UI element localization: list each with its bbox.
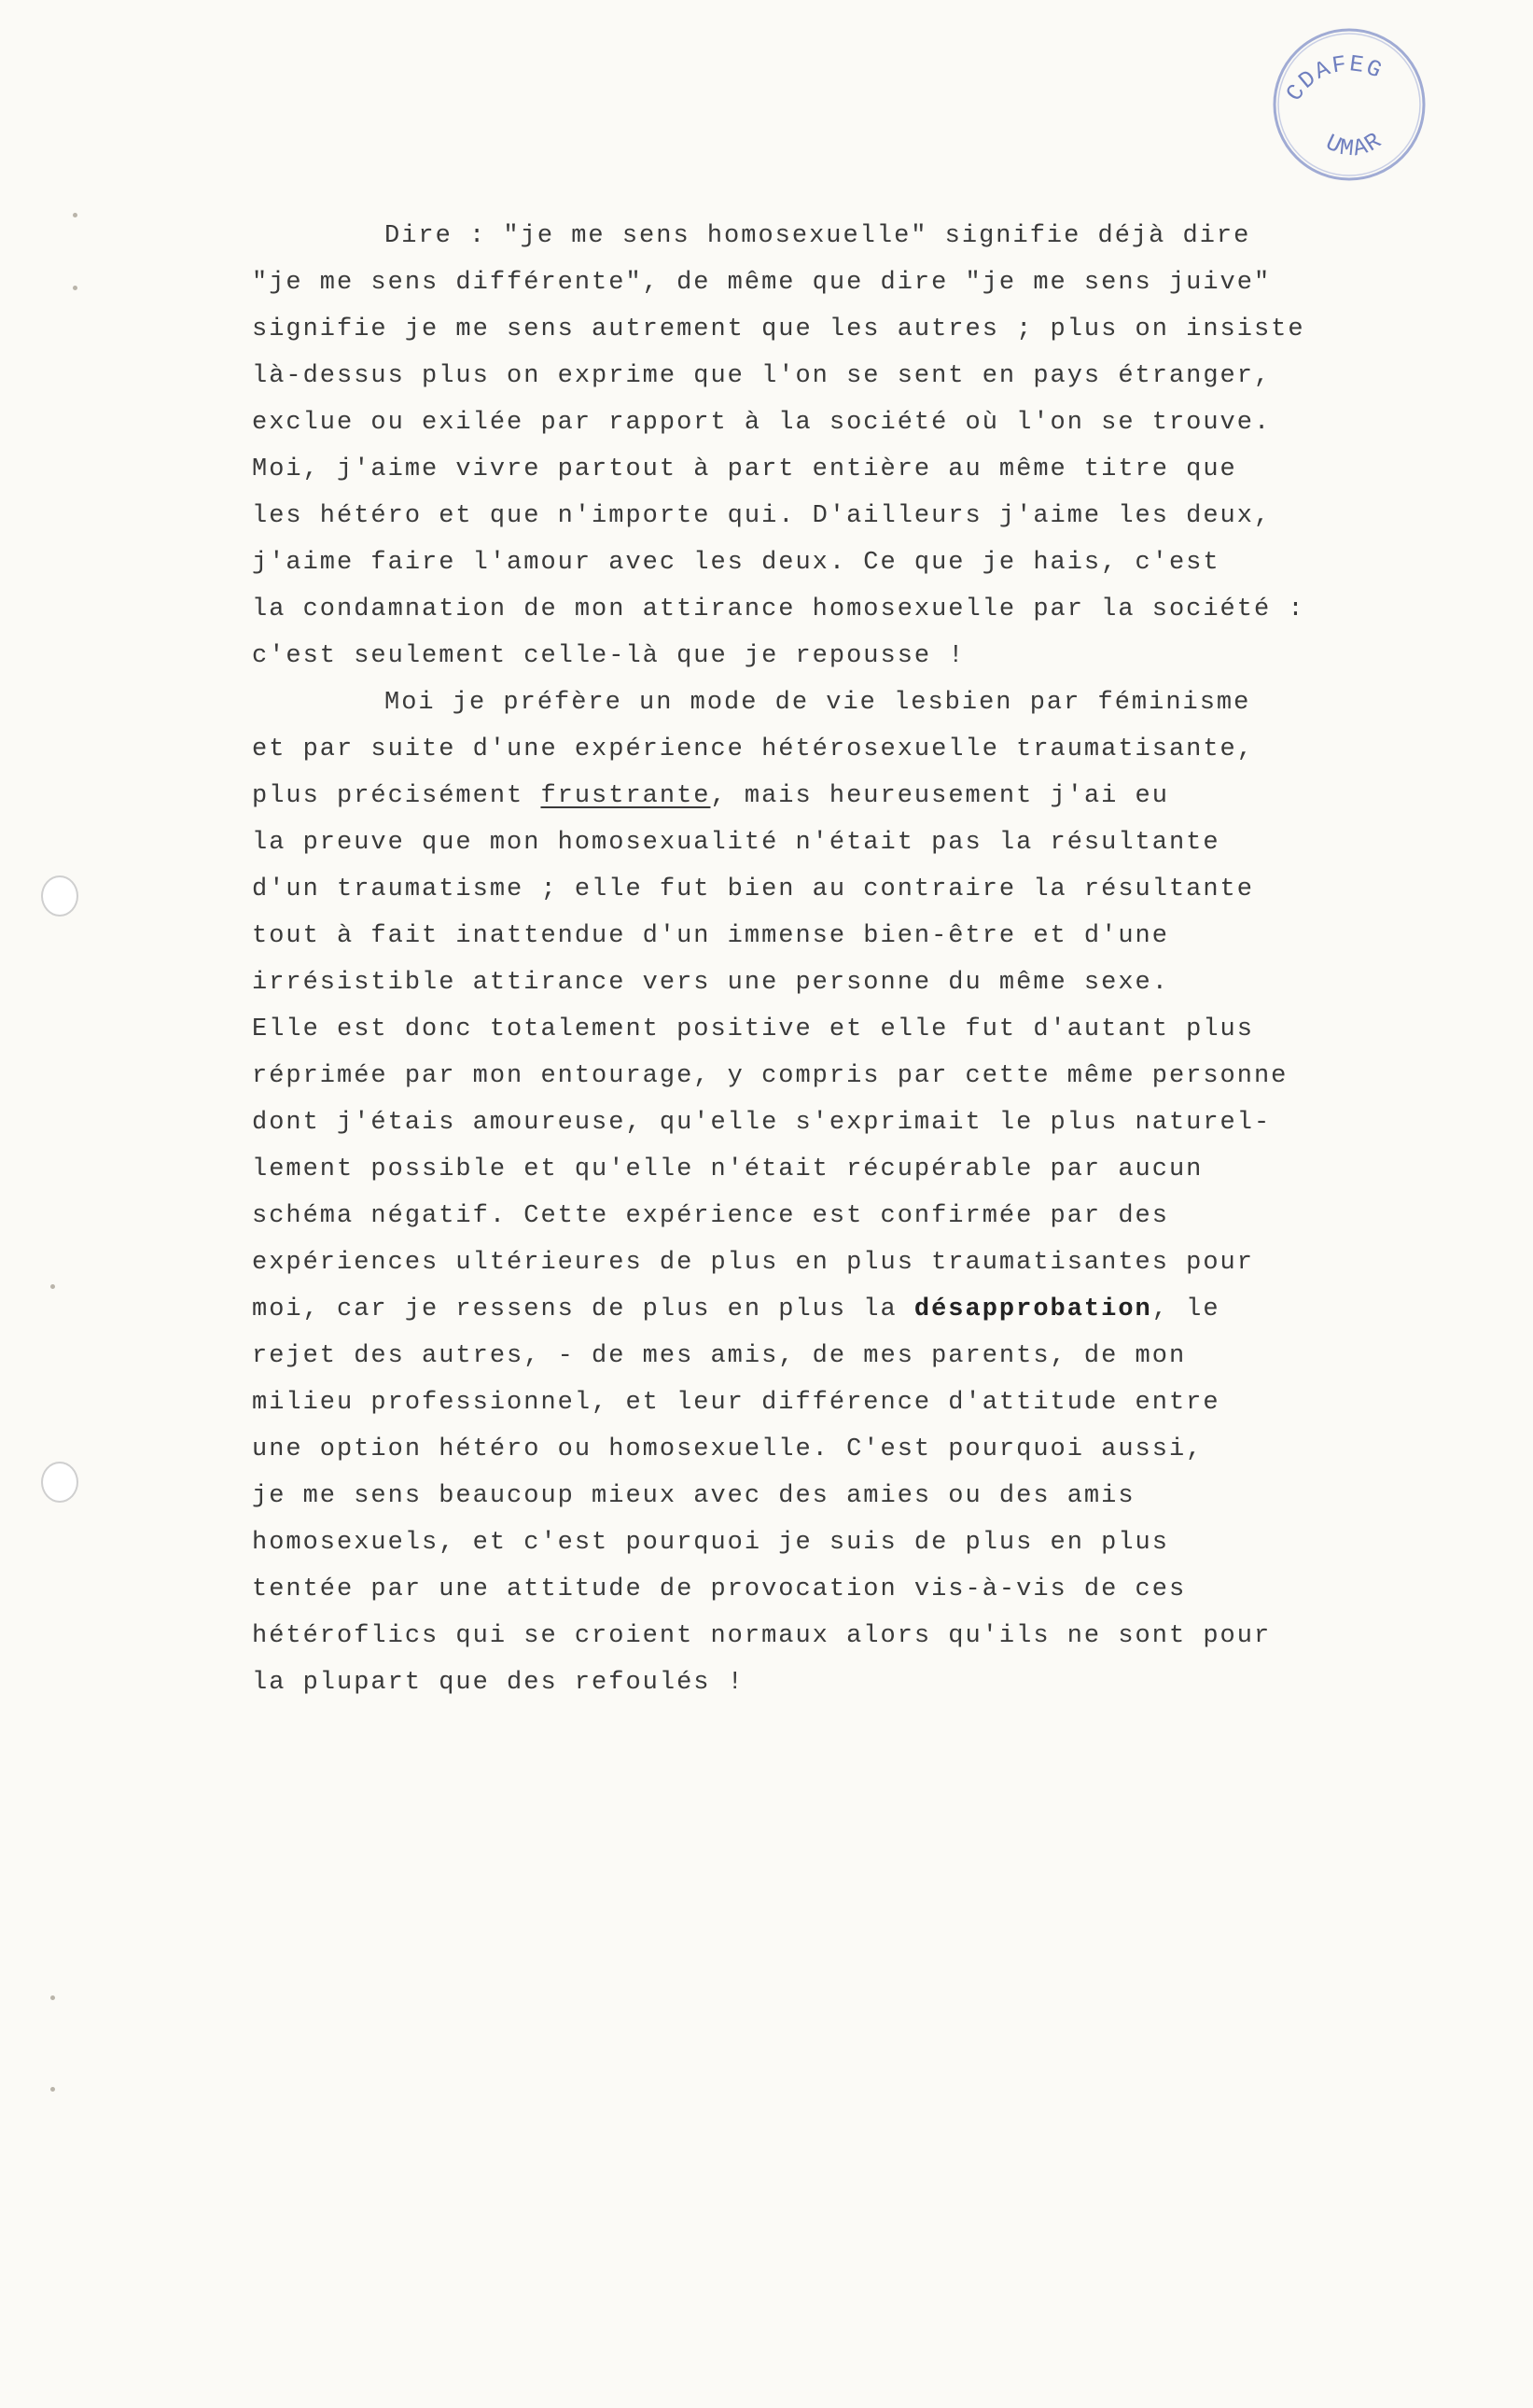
- stamp-seal-icon: [1265, 21, 1433, 189]
- text-line: une option hétéro ou homosexuelle. C'est pourquoi aussi,: [252, 1435, 1204, 1463]
- text-line: réprimée par mon entourage, y compris par cette même personne: [252, 1062, 1289, 1090]
- text-line: là-dessus plus on exprime que l'on se sent en pays étranger,: [252, 362, 1272, 390]
- text-line: la condamnation de mon attirance homosexuelle par la société :: [252, 595, 1305, 623]
- text-line: Moi, j'aime vivre partout à part entière au même titre que: [252, 455, 1237, 483]
- stamp-top-text: CDAFEG: [1280, 50, 1387, 107]
- text-line: homosexuels, et c'est pourquoi je suis de plus en plus: [252, 1529, 1169, 1557]
- text-line: schéma négatif. Cette expérience est confirmée par des: [252, 1202, 1169, 1230]
- bold-word: désapprobation: [913, 1295, 1152, 1323]
- text-line: la plupart que des refoulés !: [252, 1669, 745, 1697]
- text-segment: , le: [1151, 1295, 1220, 1323]
- text-line: [252, 1286, 1428, 1333]
- library-stamp: [1265, 21, 1433, 189]
- text-line: hétéroflics qui se croient normaux alors qu'ils ne sont pour: [252, 1622, 1272, 1650]
- underlined-word: frustrante: [540, 782, 711, 810]
- text-line: rejet des autres, - de mes amis, de mes parents, de mon: [252, 1342, 1187, 1370]
- text-line: irrésistible attirance vers une personne du même sexe.: [252, 969, 1169, 997]
- paper-speck: [73, 286, 77, 290]
- text-line: c'est seulement celle-là que je repousse !: [252, 642, 966, 670]
- text-line: je me sens beaucoup mieux avec des amies ou des amis: [252, 1482, 1136, 1510]
- paper-speck: [50, 2087, 55, 2092]
- text-line: tout à fait inattendue d'un immense bien-être et d'une: [252, 922, 1169, 950]
- paper-speck: [73, 213, 77, 217]
- text-line: tentée par une attitude de provocation vis-à-vis de ces: [252, 1575, 1187, 1603]
- text-line: Dire : "je me sens homosexuelle" signifie déjà dire: [384, 222, 1251, 250]
- text-line: "je me sens différente", de même que dire "je me sens juive": [252, 269, 1272, 297]
- text-segment: , mais heureusement j'ai eu: [710, 782, 1169, 810]
- text-line: Elle est donc totalement positive et elle fut d'autant plus: [252, 1015, 1254, 1043]
- text-line: signifie je me sens autrement que les autres ; plus on insiste: [252, 315, 1305, 343]
- text-line: la preuve que mon homosexualité n'était pas la résultante: [252, 829, 1220, 857]
- text-line: lement possible et qu'elle n'était récupérable par aucun: [252, 1155, 1204, 1183]
- text-segment: moi, car je ressens de plus en plus la: [252, 1295, 914, 1323]
- text-line: milieu professionnel, et leur différence d'attitude entre: [252, 1389, 1220, 1417]
- text-line: d'un traumatisme ; elle fut bien au contraire la résultante: [252, 875, 1254, 903]
- text-segment: plus précisément: [252, 782, 541, 810]
- text-line: les hétéro et que n'importe qui. D'ailleurs j'aime les deux,: [252, 502, 1272, 530]
- paper-speck: [50, 1995, 55, 2000]
- punch-hole: [41, 875, 78, 917]
- text-line: et par suite d'une expérience hétérosexuelle traumatisante,: [252, 735, 1254, 763]
- punch-hole: [41, 1462, 78, 1503]
- text-line: dont j'étais amoureuse, qu'elle s'exprimait le plus naturel-: [252, 1109, 1272, 1137]
- text-line: expériences ultérieures de plus en plus traumatisantes pour: [252, 1249, 1254, 1277]
- text-line: exclue ou exilée par rapport à la société où l'on se trouve.: [252, 409, 1272, 437]
- paper-speck: [50, 1284, 55, 1289]
- typewritten-text: [252, 213, 1428, 1706]
- text-line: [252, 773, 1428, 819]
- text-line: Moi je préfère un mode de vie lesbien par féminisme: [384, 689, 1251, 717]
- text-line: j'aime faire l'amour avec les deux. Ce que je hais, c'est: [252, 549, 1220, 577]
- stamp-bottom-text: UMAR: [1321, 126, 1388, 163]
